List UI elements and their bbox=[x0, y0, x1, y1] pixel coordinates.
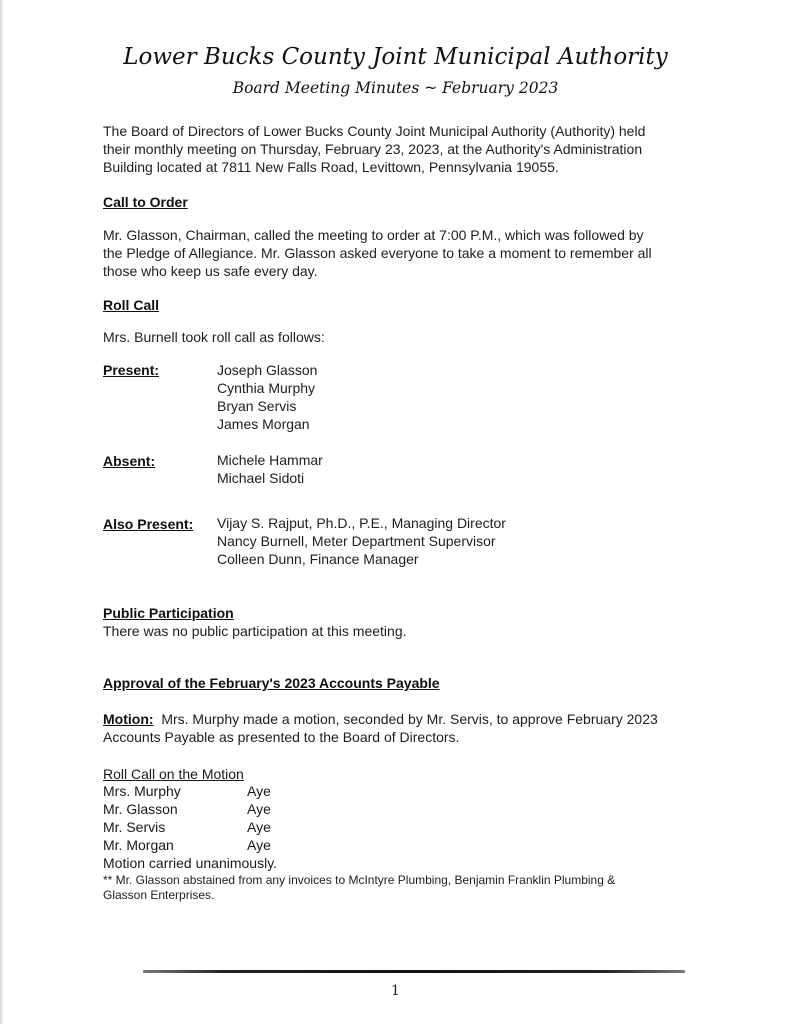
document-subtitle: Board Meeting Minutes ~ February 2023 bbox=[232, 79, 559, 97]
section-heading-accounts-payable: Approval of the February's 2023 Accounts Payable bbox=[103, 675, 440, 691]
absent-member: Michele Hammar bbox=[217, 452, 323, 468]
section-heading-public-participation: Public Participation bbox=[103, 605, 234, 621]
present-list bbox=[217, 361, 317, 433]
intro-paragraph bbox=[103, 122, 645, 176]
motion-label: Motion: bbox=[103, 711, 154, 727]
call-to-order-paragraph bbox=[103, 226, 652, 280]
section-heading-call-to-order: Call to Order bbox=[103, 194, 188, 210]
vote-name: Mr. Morgan bbox=[103, 837, 174, 853]
section-heading-roll-call: Roll Call bbox=[103, 297, 160, 313]
also-present-list bbox=[217, 514, 506, 568]
vote-name: Mr. Servis bbox=[103, 819, 166, 835]
absent-label: Absent: bbox=[103, 453, 156, 469]
intro-line: The Board of Directors of Lower Bucks County Joint Municipal Authority (Authority) held bbox=[103, 123, 646, 139]
call-to-order-line: the Pledge of Allegiance. Mr. Glasson asked everyone to take a moment to remember all bbox=[103, 245, 652, 261]
present-label: Present: bbox=[103, 362, 160, 378]
vote-value: Aye bbox=[247, 783, 271, 799]
intro-line: their monthly meeting on Thursday, February 23, 2023, at the Authority's Administration bbox=[103, 141, 643, 157]
motion-line-2: Accounts Payable as presented to the Board of Directors. bbox=[103, 729, 460, 745]
vote-value: Aye bbox=[247, 819, 271, 835]
scan-edge-shadow bbox=[0, 0, 4, 1024]
vote-row bbox=[103, 801, 277, 819]
absent-list bbox=[217, 451, 323, 487]
present-member: Bryan Servis bbox=[217, 398, 297, 414]
document-title: Lower Bucks County Joint Municipal Authority bbox=[123, 44, 668, 70]
also-present-label: Also Present: bbox=[103, 516, 194, 532]
also-present-member: Colleen Dunn, Finance Manager bbox=[217, 551, 419, 567]
call-to-order-line: Mr. Glasson, Chairman, called the meeting to order at 7:00 P.M., which was followed by bbox=[103, 227, 644, 243]
vote-table bbox=[103, 783, 277, 873]
vote-row bbox=[103, 837, 277, 855]
abstention-note bbox=[103, 873, 615, 902]
public-participation-text: There was no public participation at this meeting. bbox=[103, 623, 407, 639]
roll-call-intro: Mrs. Burnell took roll call as follows: bbox=[103, 329, 325, 345]
call-to-order-line: those who keep us safe every day. bbox=[103, 263, 318, 279]
present-member: Joseph Glasson bbox=[217, 362, 318, 378]
motion-text: Mrs. Murphy made a motion, seconded by Mr. Servis, to approve February 2023 bbox=[161, 711, 658, 727]
also-present-member: Nancy Burnell, Meter Department Supervisor bbox=[217, 533, 496, 549]
abstention-note-line: Glasson Enterprises. bbox=[103, 887, 215, 902]
vote-value: Aye bbox=[247, 837, 271, 853]
also-present-member: Vijay S. Rajput, Ph.D., P.E., Managing Director bbox=[217, 515, 506, 531]
motion-line bbox=[103, 710, 658, 728]
vote-row bbox=[103, 783, 277, 801]
vote-row bbox=[103, 819, 277, 837]
motion-result: Motion carried unanimously. bbox=[103, 855, 278, 871]
absent-member: Michael Sidoti bbox=[217, 470, 305, 486]
vote-heading: Roll Call on the Motion bbox=[103, 766, 244, 782]
footer-rule bbox=[143, 970, 685, 973]
present-member: Cynthia Murphy bbox=[217, 380, 316, 396]
page-number: 1 bbox=[391, 983, 400, 999]
vote-name: Mr. Glasson bbox=[103, 801, 178, 817]
motion-paragraph bbox=[103, 710, 658, 746]
vote-name: Mrs. Murphy bbox=[103, 783, 181, 799]
intro-line: Building located at 7811 New Falls Road, Levittown, Pennsylvania 19055. bbox=[103, 159, 559, 175]
vote-value: Aye bbox=[247, 801, 271, 817]
abstention-note-line: ** Mr. Glasson abstained from any invoices to McIntyre Plumbing, Benjamin Franklin Plumbing & bbox=[103, 873, 616, 887]
present-member: James Morgan bbox=[217, 416, 310, 432]
